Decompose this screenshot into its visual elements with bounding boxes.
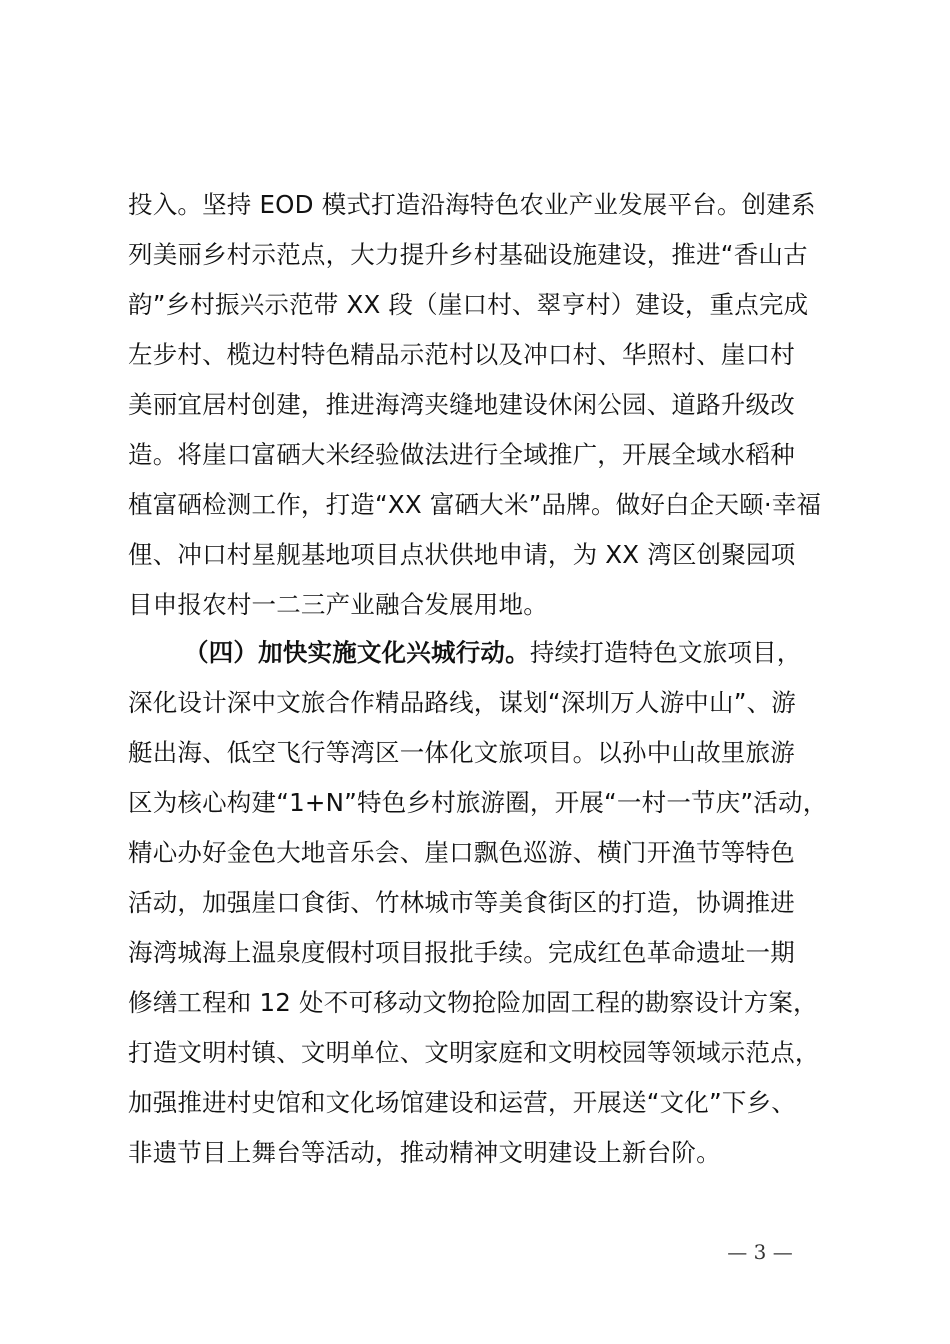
paragraph-line: 列美丽乡村示范点，大力提升乡村基础设施建设，推进“香山古 [128, 240, 808, 269]
paragraph-line: 左步村、榄边村特色精品示范村以及冲口村、华照村、崖口村 [128, 340, 795, 369]
paragraph-first-line [184, 628, 802, 678]
section-heading: （四）加快实施文化兴城行动。 [184, 638, 530, 667]
paragraph-line: 投入。坚持 EOD 模式打造沿海特色农业产业发展平台。创建系 [128, 190, 816, 219]
paragraph-line: 修缮工程和 12 处不可移动文物抢险加固工程的勘察设计方案， [128, 988, 818, 1017]
paragraph-line: 美丽宜居村创建，推进海湾夹缝地建设休闲公园、道路升级改 [128, 390, 795, 419]
paragraph-line: 非遗节目上舞台等活动，推动精神文明建设上新台阶。 [128, 1138, 721, 1167]
paragraph-line: 深化设计深中文旅合作精品路线，谋划“深圳万人游中山”、游 [128, 688, 796, 717]
page-number: — 3 — [727, 1240, 793, 1264]
paragraph-line: 造。将崖口富硒大米经验做法进行全域推广，开展全域水稻种 [128, 440, 795, 469]
paragraph-line: 活动，加强崖口食街、竹林城市等美食街区的打造，协调推进 [128, 888, 795, 917]
paragraph-line: 韵”乡村振兴示范带 XX 段（崖口村、翠亨村）建设，重点完成 [128, 290, 809, 319]
paragraph-text: 持续打造特色文旅项目， [529, 638, 802, 667]
paragraph-line: 目申报农村一二三产业融合发展用地。 [128, 590, 548, 619]
paragraph-line: 精心办好金色大地音乐会、崖口飘色巡游、横门开渔节等特色 [128, 838, 795, 867]
paragraph-line: 艇出海、低空飞行等湾区一体化文旅项目。以孙中山故里旅游 [128, 738, 795, 767]
paragraph-line: 区为核心构建“1+N”特色乡村旅游圈，开展“一村一节庆”活动， [128, 788, 828, 817]
paragraph-line: 海湾城海上温泉度假村项目报批手续。完成红色革命遗址一期 [128, 938, 795, 967]
paragraph-line: 加强推进村史馆和文化场馆建设和运营，开展送“文化”下乡、 [128, 1088, 796, 1117]
paragraph-line: 植富硒检测工作，打造“XX 富硒大米”品牌。做好白企天颐·幸福 [128, 490, 822, 519]
paragraph-line: 打造文明村镇、文明单位、文明家庭和文明校园等领域示范点， [128, 1038, 820, 1067]
paragraph-line: 俚、冲口村星舰基地项目点状供地申请，为 XX 湾区创聚园项 [128, 540, 796, 569]
